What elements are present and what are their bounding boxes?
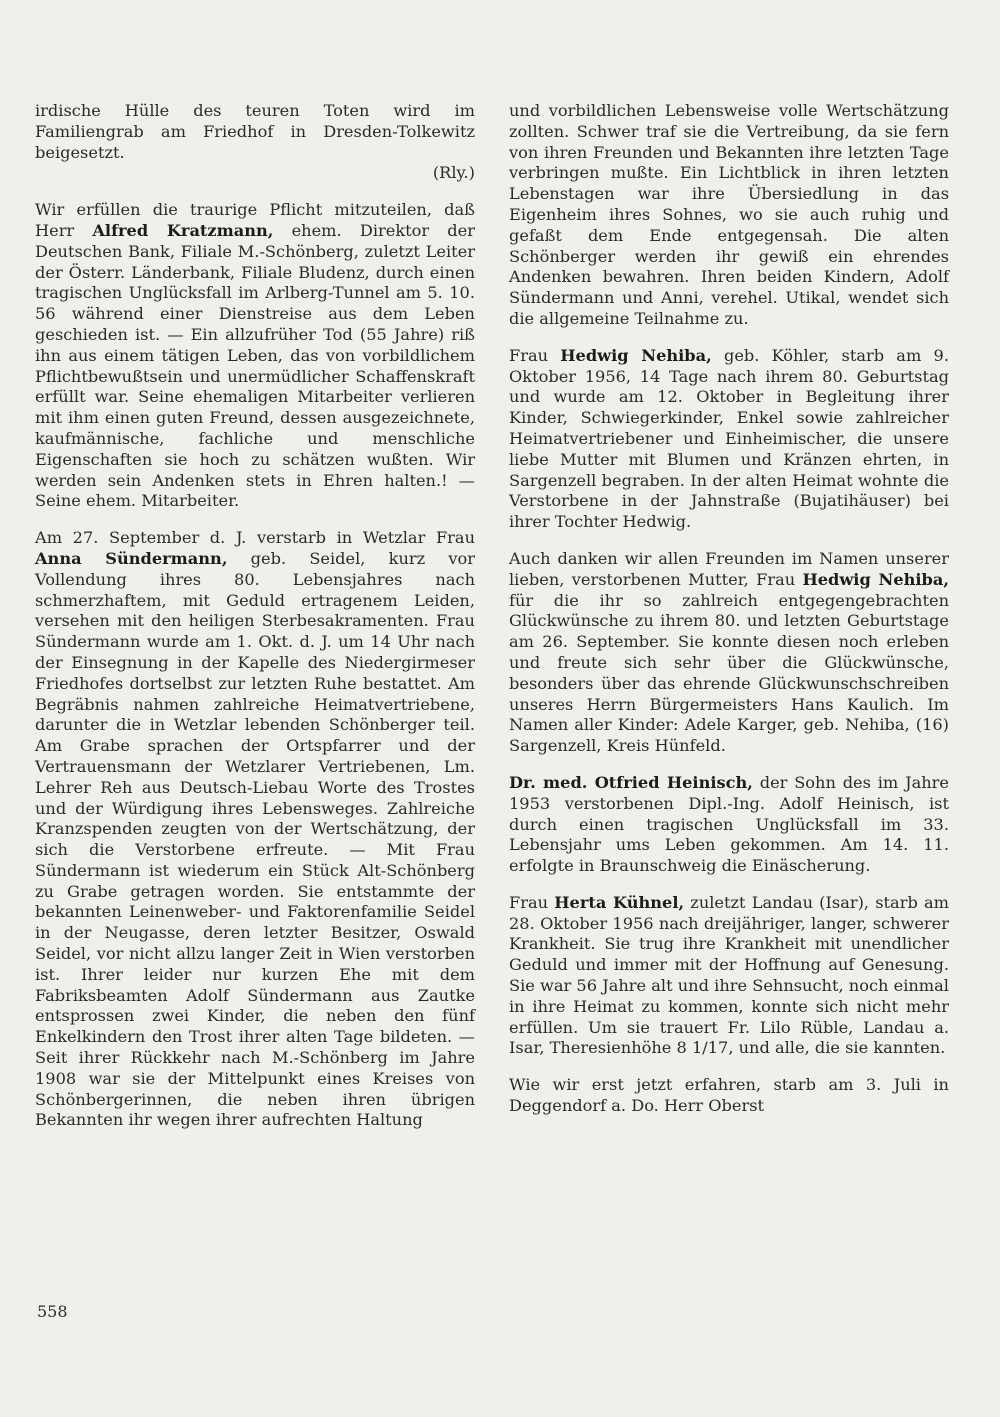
obituary-oberst <box>509 1075 949 1117</box>
paragraph-text: ehem. Direktor der Deutschen Bank, Filiale M.-Schönberg, zuletzt Leiter der Österr. Länderbank, Filiale Bludenz, durch einen tragischen Unglücksfall im Arlberg-Tunnel am 5. 10. 56 während einer Dienstreise aus dem Leben geschieden ist. — Ein allzufrüher Tod (55 Jahre) riß ihn aus einem tätigen Leben, das von vorbildlichem Pflichtbewußtsein und unermüdlicher Schaffenskraft erfüllt war. Seine ehemaligen Mitarbeiter verlieren mit ihm einen guten Freund, dessen ausgezeichnete, kaufmännische, fachliche und menschliche Eigenschaften sie hoch zu schätzen wußten. Wir werden sein Andenken stets in Ehren halten.! — Seine ehem. Mitarbeiter. <box>35 220 475 511</box>
paragraph-text: geb. Seidel, kurz vor Vollendung ihres 80. Lebensjahres nach schmerzhaftem, mit Geduld ertragenem Leiden, versehen mit den heiligen Sterbesakramenten. Frau Sündermann wurde am 1. Okt. d. J. um 14 Uhr nach der Einsegnung in der Kapelle des Niedergirmeser Friedhofes dortselbst zur letzten Ruhe bestattet. Am Begräbnis nahmen zahlreiche Heimatvertriebene, darunter die in Wetzlar lebenden Schönberger teil. Am Grabe sprachen der Ortspfarrer und der Vertrauensmann der Wetzlarer Vertriebenen, Lm. Lehrer Reh aus Deutsch-Liebau Worte des Trostes und der Würdigung ihres Lebensweges. Zahlreiche Kranzspenden zeugten von der Wertschätzung, der sich die Verstorbene erfreute. — Mit Frau Sündermann ist wiederum ein Stück Alt-Schönberg zu Grabe getragen worden. Sie entstammte der bekannten Leinenweber- und Faktorenfamilie Seidel in der Neugasse, deren letzter Besitzer, Oswald Seidel, vor nicht allzu langer Zeit in Wien verstorben ist. Ihrer leider nur kurzen Ehe mit dem Fabriksbeamten Adolf Sündermann aus Zautke entsprossen zwei Kinder, die neben den fünf Enkelkindern den Trost ihrer alten Tage bildeten. — Seit ihrer Rückkehr nach M.-Schönberg im Jahre 1908 war sie der Mittelpunkt eines Kreises von Schönbergerinnen, die neben ihren übrigen Bekannten ihr wegen ihrer aufrechten Haltung <box>35 548 475 1130</box>
paragraph-text: für die ihr so zahlreich entgegengebrachten Glückwünsche zu ihrem 80. und letzten Geburtstage am 26. September. Sie konnte diesen noch erleben und freute sich sehr über die Glückwünsche, besonders über das ehrende Glückwunschschreiben unseres Herrn Bürgermeisters Hans Kaulich. Im Namen aller Kinder: Adele Karger, geb. Nehiba, (16) Sargenzell, Kreis Hünfeld. <box>509 590 949 756</box>
right-column <box>509 101 949 1133</box>
paragraph-text: irdische Hülle des teuren Toten wird im Familiengrab am Friedhof in Dresden-Tolkewitz beigesetzt. <box>35 101 475 162</box>
obituary-heinisch <box>509 773 949 877</box>
signature-line <box>35 163 475 184</box>
paragraph-text: geb. Köhler, starb am 9. Oktober 1956, 14 Tage nach ihrem 80. Geburtstag und wurde am 12. Oktober in Begleitung ihrer Kinder, Schwiegerkinder, Enkel sowie zahlreicher Heimatvertriebener und Einheimischer, die unsere liebe Mutter mit Blumen und Kränzen ehrten, in Sargenzell begraben. In der alten Heimat wohnte die Verstorbene in der Jahnstraße (Bujatihäuser) bei ihrer Tochter Hedwig. <box>509 345 949 532</box>
deceased-name: Anna Sündermann, <box>35 548 228 568</box>
paragraph-text: Frau <box>509 345 561 365</box>
deceased-name: Dr. med. Otfried Heinisch, <box>509 772 753 792</box>
deceased-name: Hedwig Nehiba, <box>802 569 949 589</box>
paragraph-text: Wie wir erst jetzt erfahren, starb am 3. Juli in Deggendorf a. Do. Herr Oberst <box>509 1075 949 1116</box>
deceased-name: Herta Kühnel, <box>554 892 685 912</box>
obituary-paragraph <box>35 101 475 184</box>
obituary-kuehnel <box>509 893 949 1059</box>
paragraph-text: und vorbildlichen Lebensweise volle Wertschätzung zollten. Schwer traf sie die Vertreibung, da sie fern von ihren Freunden und Bekannten ihre letzten Tage verbringen mußte. Ein Lichtblick in ihren letzten Lebenstagen war ihre Übersiedlung in das Eigenheim ihres Sohnes, wo sie auch ruhig und gefaßt dem Ende entgegensah. Die alten Schönberger werden ihr gewiß ein ehrendes Andenken bewahren. Ihren beiden Kindern, Adolf Sündermann und Anni, verehel. Utikal, wendet sich die allgemeine Teilnahme zu. <box>509 101 949 328</box>
author-signature: (Rly.) <box>432 163 475 183</box>
obituary-suendermann <box>35 528 475 1131</box>
paragraph-text: Am 27. September d. J. verstarb in Wetzlar Frau <box>35 528 475 548</box>
deceased-name: Hedwig Nehiba, <box>560 345 712 365</box>
page-number: 558 <box>37 1302 68 1321</box>
thanks-nehiba <box>509 549 949 757</box>
paragraph-text: Auch danken wir allen Freunden im Namen unserer lieben, verstorbenen Mutter, Frau <box>509 548 949 589</box>
obituary-kratzmann <box>35 200 475 512</box>
paragraph-text: der Sohn des im Jahre 1953 verstorbenen Dipl.-Ing. Adolf Heinisch, ist durch einen tragischen Unglücksfall im 33. Lebensjahr ums Leben gekommen. Am 14. 11. erfolgte in Braunschweig die Einäscherung. <box>509 772 949 876</box>
deceased-name: Alfred Kratzmann, <box>92 220 274 240</box>
left-column <box>35 101 475 1147</box>
obituary-continuation <box>509 101 949 330</box>
paragraph-text: zuletzt Landau (Isar), starb am 28. Oktober 1956 nach dreijähriger, langer, schwerer Krankheit. Sie trug ihre Krankheit mit unendlicher Geduld und immer mit der Hoffnung auf Genesung. Sie war 56 Jahre alt und ihre Sehnsucht, noch einmal in ihre Heimat zu kommen, konnte sich nicht mehr erfüllen. Um sie trauert Fr. Lilo Rüble, Landau a. Isar, Theresienhöhe 8 1/17, und alle, die sie kannten. <box>509 892 949 1058</box>
obituary-nehiba <box>509 346 949 533</box>
paragraph-text: Frau <box>509 892 555 912</box>
paragraph-text: Wir erfüllen die traurige Pflicht mitzuteilen, daß Herr <box>35 200 475 240</box>
